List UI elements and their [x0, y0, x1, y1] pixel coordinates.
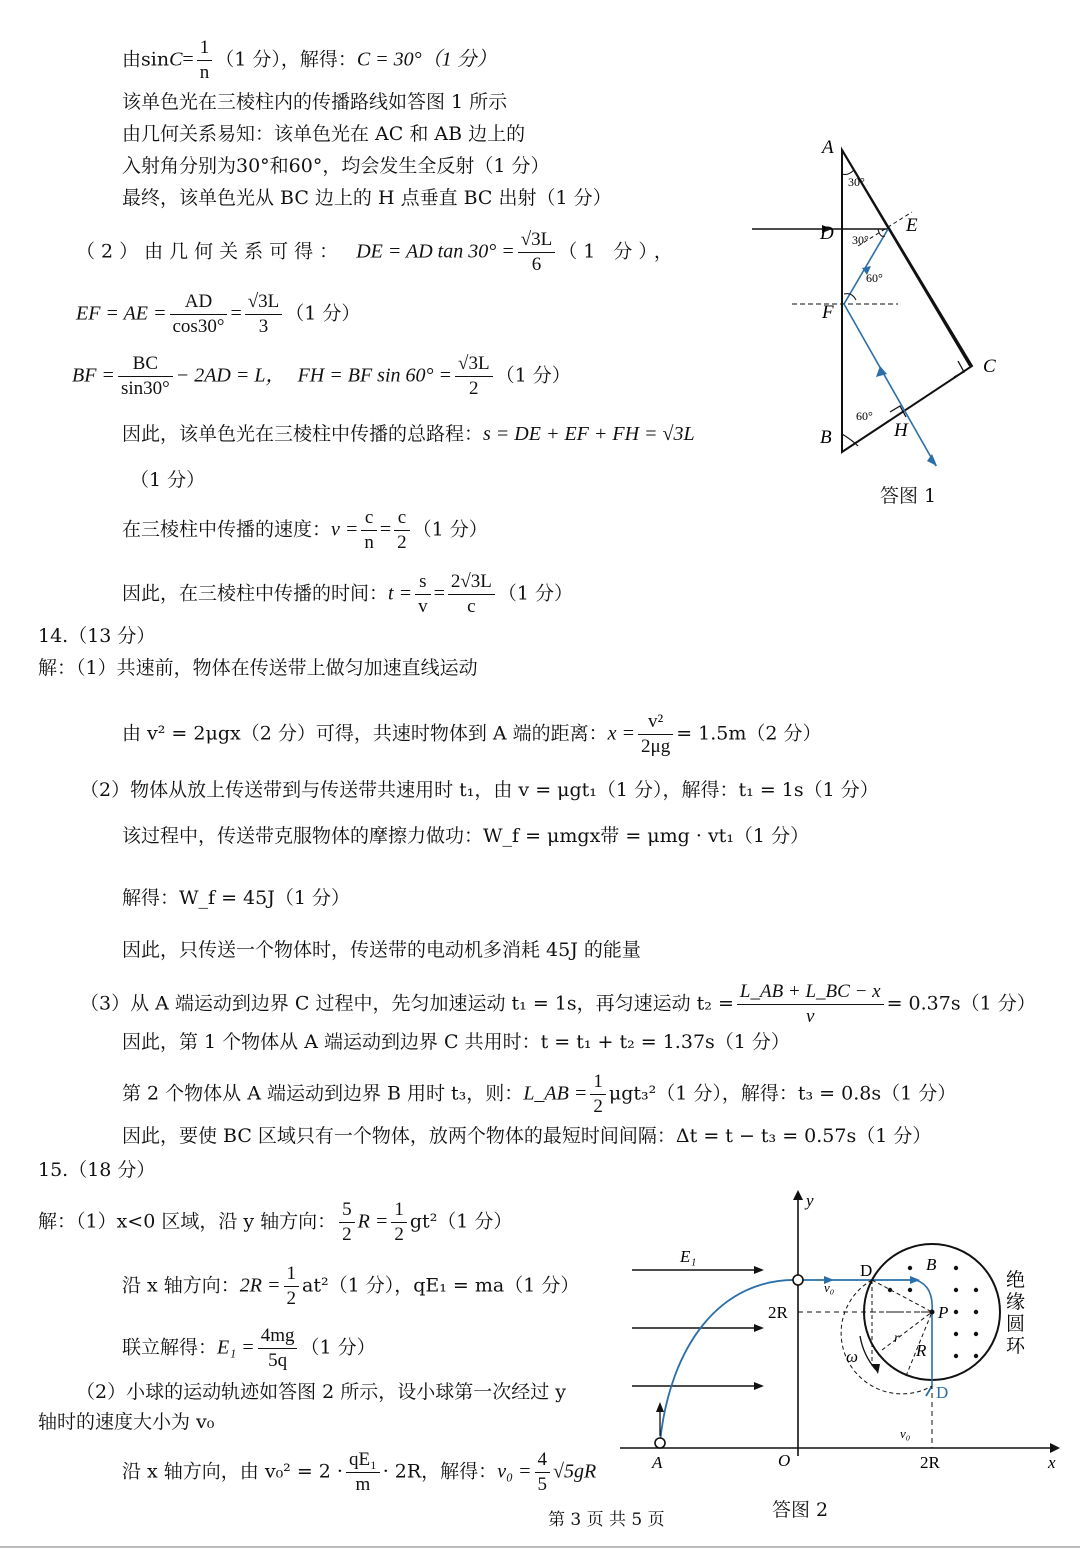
point-A: [655, 1438, 665, 1448]
label-v0-bottom: v₀: [900, 1426, 911, 1441]
angle-arc-f: [844, 294, 856, 300]
label-E: E: [906, 215, 918, 236]
label-D: D: [820, 223, 834, 244]
s14-line6: 因此，只传送一个物体时，传送带的电动机多消耗 45J 的能量: [122, 939, 641, 961]
dash-p-top: [872, 1280, 932, 1312]
label-x: x: [1048, 1453, 1056, 1472]
label-r: r: [894, 1331, 900, 1346]
label-H: H: [894, 420, 908, 441]
angle-label-30-a: 30°: [848, 175, 865, 189]
label-O: O: [778, 1451, 791, 1470]
figure-2-field: [610, 1186, 1070, 1486]
field-dot: [908, 1266, 912, 1270]
s14-line7: （3）从 A 端运动到边界 C 过程中，先匀加速运动 t₁ = 1s，再匀速运动 t₂ = $\frac{L\_AB + L\_BC - x}{v}$ = 0.37s（1 分）: [80, 981, 1036, 1027]
angle-arc-b: [842, 434, 858, 446]
s14-line5: 解得：W_f = 45J（1 分）: [122, 887, 350, 909]
figure-1-caption: 答图 1: [880, 485, 937, 507]
angle-label-60-b: 60°: [856, 409, 873, 423]
label-D-top: D: [860, 1261, 873, 1280]
field-dot: [954, 1288, 958, 1292]
s13-speed: 在三棱柱中传播的速度：v = $\frac{c}{n}$ = $\frac{c}{2}$ （1 分）: [122, 507, 488, 553]
s15-line6: 沿 x 轴方向，由 v₀² = 2 · $\frac{\text{qE₁}}{m}$ · 2R，解得：v₀ = $\frac{4}{5}$ √5gR: [122, 1449, 597, 1495]
s15-line1: 解：（1）x<0 区域，沿 y 轴方向： $\frac{5}{2}$ R = $\frac{1}{2}$ gt²（1 分）: [38, 1199, 513, 1245]
s13-total-score: （1 分）: [130, 469, 206, 491]
field-dot: [954, 1266, 958, 1270]
s15-heading: 15.（18 分）: [38, 1159, 156, 1181]
s13-time: 因此，在三棱柱中传播的时间：t = $\frac{s}{v}$ = $\frac{2√3L}{c}$ （1 分）: [122, 571, 574, 617]
label-y: y: [806, 1191, 814, 1210]
s13-bf-line: BF = $\frac{BC}{\sin 30^\circ}$ − 2AD = L， FH = BF sin 60° = $\frac{√3L}{2}$ （1 分）: [72, 353, 571, 399]
ring-label-2: 缘: [1006, 1292, 1026, 1313]
label-P: P: [938, 1303, 949, 1322]
ring-label-3: 圆: [1006, 1314, 1026, 1335]
angle-arc-a: [842, 170, 854, 175]
velocity-d-top-arrow: [910, 1276, 920, 1284]
field-dot: [974, 1288, 978, 1292]
label-C: C: [983, 356, 996, 377]
field-line-1-arrow: [754, 1266, 764, 1274]
s15-line5: 轴时的速度大小为 v₀: [38, 1411, 215, 1433]
s13-ef-line: EF = AE = $\frac{AD}{\cos 30^\circ}$ = $\frac{√3L}{3}$ （1 分）: [76, 291, 361, 337]
field-line-2-arrow: [754, 1324, 764, 1332]
angle-label-30-b: 30°: [852, 233, 869, 247]
ray-out-arrow: [927, 454, 937, 466]
right-angle-c: [954, 361, 964, 377]
point-origin-cross: [793, 1275, 803, 1285]
ring-label-4: 环: [1006, 1336, 1026, 1357]
s14-line9: 第 2 个物体从 A 端运动到边界 B 用时 t₃，则：L_AB = $\frac{1}{2}$ μgt₃²（1 分），解得：t₃ = 0.8s（1 分）: [122, 1071, 957, 1117]
field-dot: [888, 1288, 892, 1292]
s14-line10: 因此，要使 BC 区域只有一个物体，放两个物体的最短时间间隔：Δt = t − t₃ = 0.57s（1 分）: [122, 1125, 932, 1147]
label-E1: E₁: [680, 1247, 697, 1266]
label-F: F: [822, 302, 834, 323]
figure-2-caption: 答图 2: [772, 1499, 829, 1521]
s15-line4: （2）小球的运动轨迹如答图 2 所示，设小球第一次经过 y: [76, 1381, 567, 1403]
s14-line4: 该过程中，传送带克服物体的摩擦力做功：W_f = μmgx带 = μmg · vt₁（1 分）: [122, 825, 810, 847]
field-dot: [974, 1310, 978, 1314]
s14-heading: 14.（13 分）: [38, 625, 156, 647]
label-2R-x: 2R: [920, 1453, 940, 1472]
s13-line2: 该单色光在三棱柱内的传播路线如答图 1 所示: [122, 91, 508, 113]
inner-arc: [841, 1280, 932, 1394]
velocity-d-bottom: [926, 1386, 932, 1396]
field-dot: [954, 1354, 958, 1358]
label-B: B: [926, 1255, 937, 1274]
field-dot: [974, 1354, 978, 1358]
field-dot: [908, 1288, 912, 1292]
field-dot: [954, 1310, 958, 1314]
s13-total-path: 因此，该单色光在三棱柱中传播的总路程：s = DE + EF + FH = √3L: [122, 423, 695, 445]
s14-line2: 由 v² = 2μgx（2 分）可得，共速时物体到 A 端的距离：x = $\frac{\text{v²}}{2\mu g}$ = 1.5m（2 分）: [122, 711, 822, 757]
x-axis-arrow: [1050, 1443, 1060, 1453]
field-dot: [954, 1332, 958, 1336]
label-A: A: [822, 137, 834, 158]
label-A: A: [652, 1453, 663, 1472]
s14-line1: 解：（1）共速前，物体在传送带上做匀加速直线运动: [38, 657, 478, 679]
prism-triangle: [842, 150, 972, 452]
angle-label-60-a: 60°: [866, 271, 883, 285]
label-R: R: [916, 1341, 927, 1360]
s13-line4: 入射角分别为30°和60°，均会发生全反射（1 分）: [122, 155, 550, 177]
page-footer: 第 3 页 共 5 页: [548, 1510, 665, 1530]
omega-arc-arrow: [872, 1364, 880, 1374]
s13-line5: 最终，该单色光从 BC 边上的 H 点垂直 BC 出射（1 分）: [122, 187, 612, 209]
trajectory-in-field: [916, 1280, 932, 1386]
point-P: [930, 1310, 935, 1315]
label-D-bottom: D: [936, 1383, 949, 1402]
label-B: B: [820, 427, 832, 448]
s14-line3: （2）物体从放上传送带到与传送带共速用时 t₁，由 v = μgt₁（1 分），解得：t₁ = 1s（1 分）: [80, 779, 879, 801]
s13-line3: 由几何关系易知：该单色光在 AC 和 AB 边上的: [122, 123, 526, 145]
y-axis-arrow: [793, 1190, 803, 1200]
label-v0: v₀: [824, 1280, 835, 1295]
s13-line1: 由sinC= $\frac{1}{n}$ （1 分），解得：C = 30°（1 分）: [122, 37, 497, 83]
s15-line2: 沿 x 轴方向：2R = $\frac{1}{2}$ at²（1 分），qE₁ = ma（1 分）: [122, 1263, 580, 1309]
field-dot: [974, 1332, 978, 1336]
ring-label-1: 绝: [1006, 1270, 1026, 1291]
label-2R-y: 2R: [768, 1303, 788, 1322]
s14-line8: 因此，第 1 个物体从 A 端运动到边界 C 共用时：t = t₁ + t₂ = 1.37s（1 分）: [122, 1031, 790, 1053]
s15-line3: 联立解得：E₁ = $\frac{4mg}{5q}$ （1 分）: [122, 1325, 376, 1371]
label-omega: ω: [846, 1347, 859, 1366]
figure-1-prism: [740, 128, 996, 508]
initial-velocity-arrow: [656, 1402, 664, 1412]
bottom-rule: [0, 1546, 1080, 1548]
field-line-3-arrow: [754, 1382, 764, 1390]
s13-part2: （2）由几何关系可得： DE = AD tan 30° = $\frac{√3L}{6}$ （1 分），: [76, 229, 679, 275]
